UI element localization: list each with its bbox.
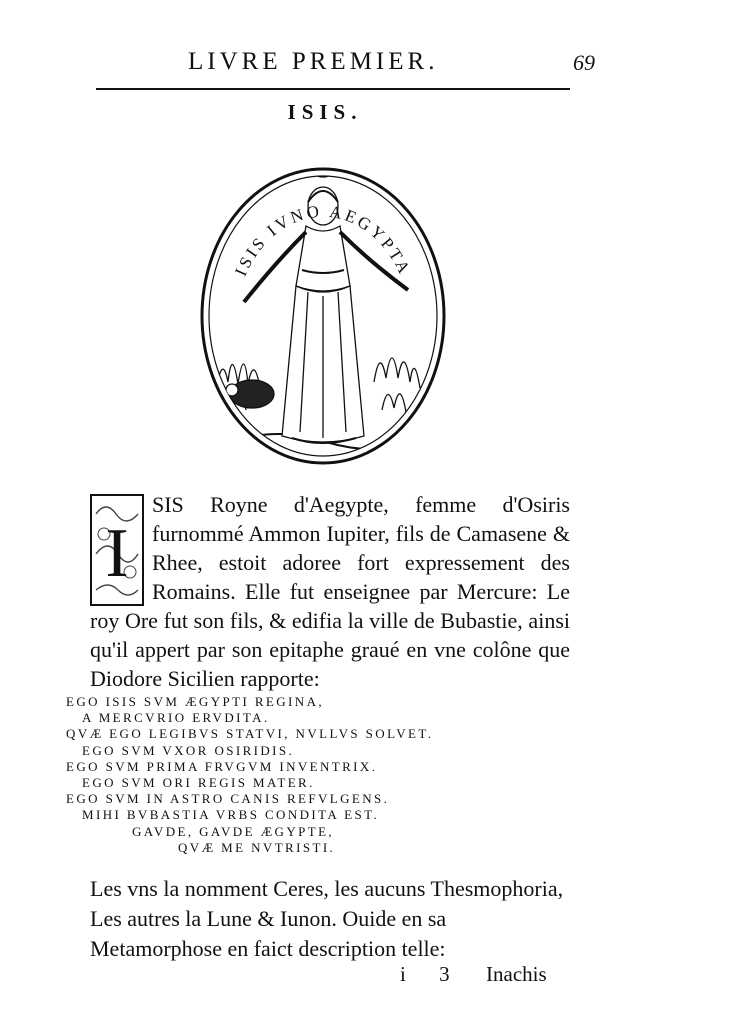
epitaph-line: MIHI BVBASTIA VRBS CONDITA EST. <box>82 807 380 823</box>
epitaph-line: EGO SVM VXOR OSIRIDIS. <box>82 742 295 758</box>
body-paragraph: SIS Royne d'Aegypte, femme d'Osiris furnommé Ammon Iupiter, fils de Camasene & Rhee, estoit adoree fort expressement des Romains. Elle fut enseignee par Mercure: Le roy Ore fut son fils, & edifia la ville de Bubastie, ainsi qu'il appert par son epitaphe graué en vne colône que Diodore Sicilien rapporte: <box>90 492 570 691</box>
epitaph-inscription <box>66 694 586 856</box>
epitaph-line: EGO ISIS SVM ÆGYPTI REGINA, <box>66 694 325 709</box>
epitaph-line: QVÆ EGO LEGIBVS STATVI, NVLLVS SOLVET. <box>66 726 434 742</box>
running-header <box>0 44 743 80</box>
epitaph-line: EGO SVM IN ASTRO CANIS REFVLGENS. <box>66 791 390 807</box>
main-text <box>90 490 570 693</box>
closing-paragraph: Les vns la nomment Ceres, les aucuns Thesmophoria, Les autres la Lune & Iunon. Ouide en sa Metamorphose en faict description telle: <box>90 876 564 961</box>
medallion-legend: ISIS IVNO AEGYPTA <box>231 201 415 279</box>
signature-mark: i 3 <box>400 962 464 986</box>
closing-text <box>90 874 570 964</box>
epitaph-line: A MERCVRIO ERVDITA. <box>82 710 270 726</box>
epitaph-line: EGO SVM ORI REGIS MATER. <box>82 775 315 791</box>
page-footer <box>0 962 743 992</box>
header-rule <box>96 88 570 90</box>
initial-letter: I <box>105 515 129 592</box>
epitaph-line: EGO SVM PRIMA FRVGVM INVENTRIX. <box>66 758 378 774</box>
catchword: Inachis <box>486 962 547 986</box>
running-title: LIVRE PREMIER. <box>188 48 439 75</box>
section-title: ISIS. <box>287 100 363 124</box>
page-number: 69 <box>573 50 595 75</box>
isis-medallion-engraving <box>196 162 450 470</box>
decorated-initial <box>90 494 144 606</box>
epitaph-line: QVÆ ME NVTRISTI. <box>178 839 336 855</box>
epitaph-line: GAVDE, GAVDE ÆGYPTE, <box>132 823 335 839</box>
